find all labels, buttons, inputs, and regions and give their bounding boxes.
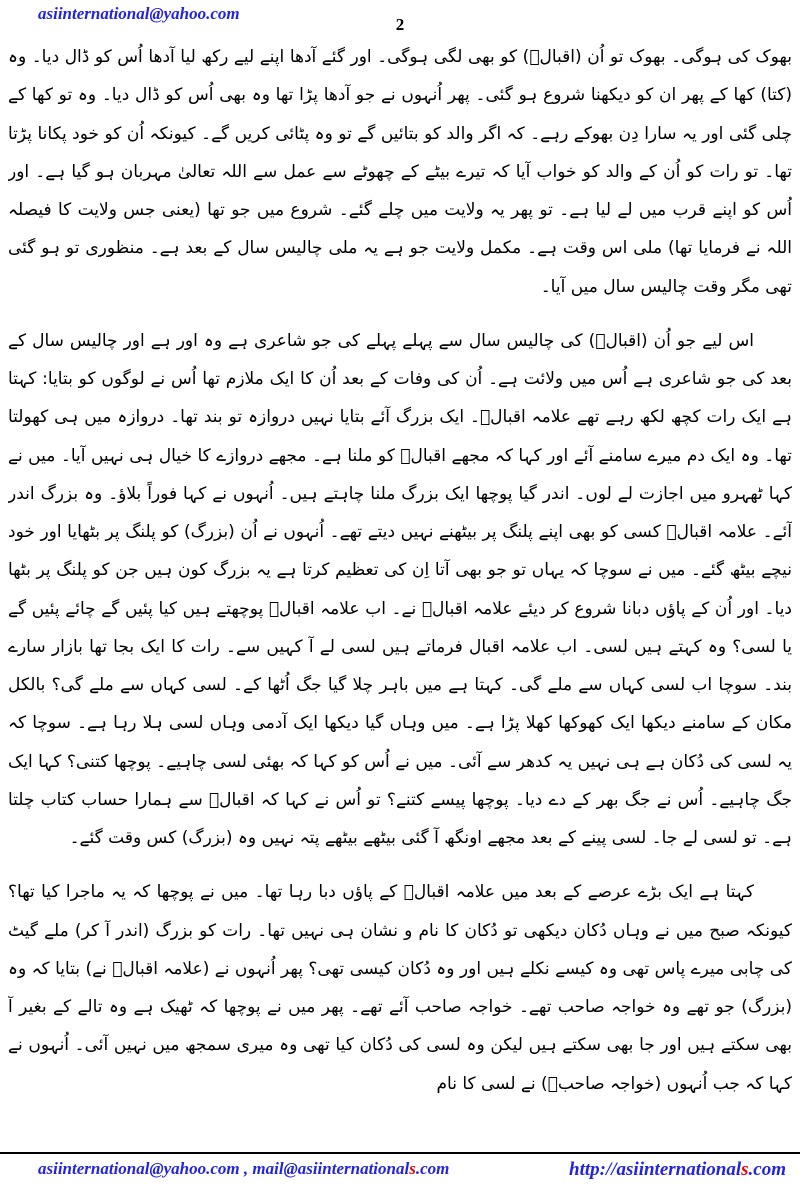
page-number: 2 xyxy=(395,15,405,34)
page-footer xyxy=(0,1152,800,1200)
header-email-link[interactable]: asiinternational@yahoo.com xyxy=(38,4,240,23)
footer-emails xyxy=(38,1159,449,1179)
footer-separator: , xyxy=(239,1159,253,1178)
page-header xyxy=(0,0,800,36)
footer-url xyxy=(569,1159,786,1181)
document-body xyxy=(8,38,792,1148)
footer-email1-link[interactable]: asiinternational@yahoo.com xyxy=(38,1159,240,1178)
footer-email2-suffix: .com xyxy=(415,1159,450,1178)
footer-url-suffix: .com xyxy=(748,1159,786,1180)
footer-url-highlight-s: s xyxy=(741,1159,749,1180)
urdu-paragraph: کہتا ہے ایک بڑے عرصے کے بعد میں علامہ اقبالؒ کے پاؤں دبا رہا تھا۔ میں نے پوچھا کہ یہ ماجرا کیا تھا؟ کیونکہ صبح میں نے وہاں دُکان دیکھی تو دُکان کا نام و نشان ہی نہیں تھا۔ رات کو بزرگ (اندر آ کر) ملے گیٹ کی چابی میرے پاس تھی وہ کیسے نکلے ہیں اور وہ دُکان کیسی تھی؟ پھر اُنہوں نے (علامہ اقبالؒ نے) بتایا کہ وہ (بزرگ) جو تھے وہ خواجہ صاحب تھے۔ خواجہ صاحب آئے تھے۔ پھر میں نے پوچھا کہ ٹھیک ہے وہ تالے کے بغیر آ بھی سکتے ہیں اور جا بھی سکتے ہیں لیکن وہ لسی کی دُکان کیا تھی وہ میری سمجھ میں نہیں آئی۔ اُنہوں نے کہا کہ جب اُنہوں (خواجہ صاحبؒ) نے لسی کا نام xyxy=(8,882,792,1094)
footer-email2-prefix: mail@asiinternational xyxy=(252,1159,410,1178)
footer-url-link[interactable] xyxy=(569,1159,786,1180)
urdu-paragraph: اس لیے جو اُن (اقبالؒ) کی چالیس سال سے پہلے پہلے کی جو شاعری ہے وہ اور ہے اور چالیس سال کے بعد کی جو شاعری ہے اُس میں ولائت ہے۔ اُن کی وفات کے بعد اُن کا ایک ملازم تھا اُس نے لوگوں کو بتایا: کہتا ہے ایک رات کچھ لکھ رہے تھے علامہ اقبالؒ۔ ایک بزرگ آئے بتایا نہیں دروازہ تو بند تھا۔ دروازہ میں ہی کھولتا تھا۔ وہ ایک دم میرے سامنے آئے اور کہا کہ مجھے اقبالؒ کو ملنا ہے۔ مجھے دروازے کا خیال ہی نہیں آیا۔ میں نے کہا ٹھہرو میں اجازت لے لوں۔ اندر گیا پوچھا ایک بزرگ ملنا چاہتے ہیں۔ اُنہوں نے کہا فوراً بلاؤ۔ وہ بزرگ اندر آئے۔ علامہ اقبالؒ کسی کو بھی اپنے پلنگ پر بیٹھنے نہیں دیتے تھے۔ اُنہوں نے اُن (بزرگ) کو پلنگ پر بٹھایا اور خود نیچے بیٹھ گئے۔ میں نے سوچا کہ یہاں تو جو بھی آتا اِن کی تعظیم کرتا ہے یہ بزرگ کون ہیں جن کو پلنگ پر بٹھا دیا۔ اور اُن کے پاؤں دبانا شروع کر دیئے علامہ اقبالؒ نے۔ اب علامہ اقبالؒ پوچھتے ہیں کیا پئیں گے چائے پئیں گے یا لسی؟ وہ کہتے ہیں لسی۔ اب علامہ اقبال فرماتے ہیں لسی لے آ کہیں سے۔ رات کا ایک بجا تھا بازار سارے بند۔ سوچا اب لسی کہاں سے ملے گی۔ کہتا ہے میں باہر چلا گیا جگ اُٹھا کے۔ لسی کہاں سے ملے گی؟ بالکل مکان کے سامنے دیکھا ایک کھوکھا کھلا پڑا ہے۔ میں وہاں گیا دیکھا ایک آدمی وہاں لسی ہلا رہا ہے۔ سوچا کہ یہ لسی کی دُکان ہے ہی نہیں یہ کدھر سے آئی۔ میں نے اُس کو کہا کہ بھئی لسی چاہیے۔ پوچھا کتنی؟ کہا ایک جگ چاہیے۔ اُس نے جگ بھر کے دے دیا۔ پوچھا پیسے کتنے؟ تو اُس نے کہا کہ اقبالؒ سے ہمارا حساب کتاب چلتا ہے۔ تو لسی لے جا۔ لسی پینے کے بعد مجھے اونگھ آ گئی بیٹھے بیٹھے پتہ نہیں وہ (بزرگ) کس وقت گئے۔ xyxy=(8,330,792,848)
urdu-paragraph: بھوک کی ہوگی۔ بھوک تو اُن (اقبالؒ) کو بھی لگی ہوگی۔ اور گئے آدھا اپنے لیے رکھ لیا آدھا اُس کو ڈال دیا۔ وہ (کتا) کھا کے پھر ان کو دیکھنا شروع ہو گئی۔ پھر اُنہوں نے جو آدھا پڑا تھا وہ بھی اُس کو ڈال دیا۔ وہ تو کھا کے چلی گئی اور یہ سارا دِن بھوکے رہے۔ کہ اگر والد کو بتائیں گے تو وہ پٹائی کریں گے۔ کیونکہ اُن کو خود پکانا پڑتا تھا۔ تو رات کو اُن کے والد کو خواب آیا کہ تیرے بیٹے کے چھوٹے سے عمل سے اللہ تعالیٰ مہربان ہو گیا ہے۔ اور اُس کو اپنے قرب میں لے لیا ہے۔ تو پھر یہ ولایت میں چلے گئے۔ شروع میں جو تھا (یعنی جس ولایت کا فیصلہ اللہ نے فرمایا تھا) ملی اس وقت ہے۔ مکمل ولایت جو ہے یہ ملی چالیس سال کے بعد ہے۔ منظوری تو ہو گئی تھی مگر وقت چالیس سال میں آیا۔ xyxy=(8,47,792,297)
footer-url-prefix: http://asiinternational xyxy=(569,1159,742,1180)
footer-email2-highlight-s: s xyxy=(409,1159,416,1178)
footer-email2-link[interactable] xyxy=(252,1159,449,1178)
